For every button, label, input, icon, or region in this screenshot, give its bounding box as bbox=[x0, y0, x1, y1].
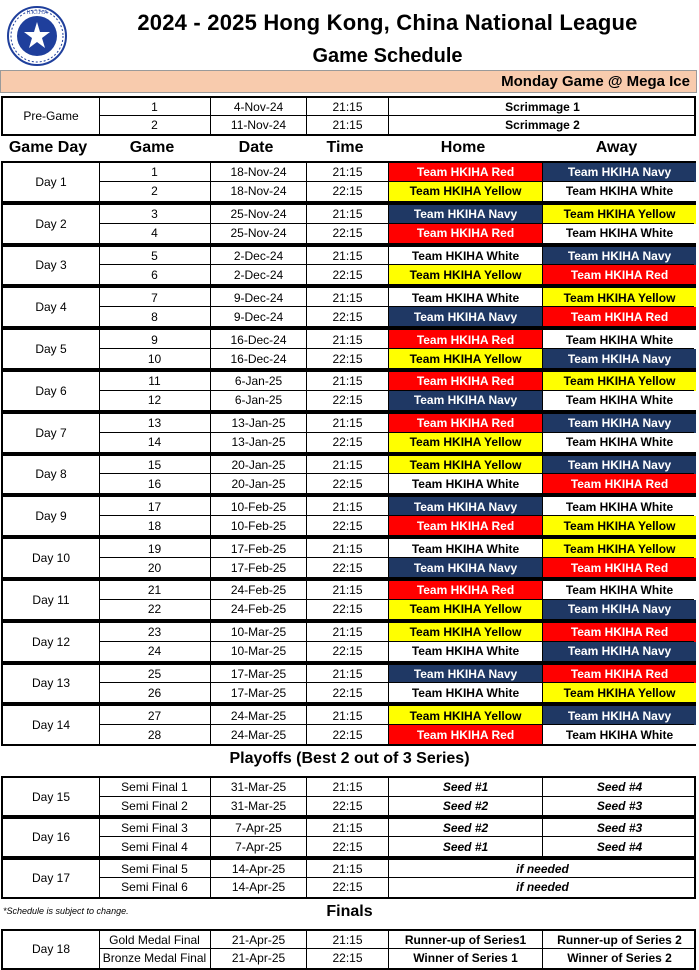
table-row bbox=[3, 247, 694, 266]
game-cell: 9 bbox=[99, 330, 211, 349]
game-cell: 19 bbox=[99, 539, 211, 558]
game-cell: 27 bbox=[99, 706, 211, 725]
game-cell: 16 bbox=[99, 474, 211, 493]
table-row bbox=[3, 539, 694, 558]
time-cell: 21:15 bbox=[307, 539, 389, 558]
day-block bbox=[1, 161, 696, 203]
date-cell: 31-Mar-25 bbox=[211, 797, 307, 815]
event-cell: Scrimmage 1 bbox=[505, 100, 580, 114]
date-cell: 7-Apr-25 bbox=[211, 819, 307, 837]
table-row bbox=[3, 581, 694, 600]
away-team-cell: Team HKIHA Yellow bbox=[543, 516, 696, 535]
day-label: Day 2 bbox=[3, 205, 100, 243]
game-cell: Semi Final 5 bbox=[99, 860, 211, 878]
table-row bbox=[3, 600, 694, 619]
game-cell: 2 bbox=[99, 116, 211, 134]
page-title: 2024 - 2025 Hong Kong, China National League bbox=[137, 10, 638, 35]
game-cell: 8 bbox=[99, 307, 211, 326]
time-cell: 22:15 bbox=[307, 642, 389, 661]
home-team-cell: Team HKIHA Red bbox=[389, 224, 543, 243]
home-team-cell: Team HKIHA Navy bbox=[389, 497, 543, 516]
game-cell: 3 bbox=[99, 205, 211, 224]
away-team-cell: Team HKIHA White bbox=[543, 433, 696, 452]
home-team-cell: Team HKIHA Yellow bbox=[389, 623, 543, 642]
day-block bbox=[1, 245, 696, 287]
home-team-cell: Team HKIHA Yellow bbox=[389, 182, 543, 201]
time-cell: 22:15 bbox=[307, 391, 389, 410]
time-cell: 21:15 bbox=[307, 247, 389, 266]
table-row bbox=[3, 98, 694, 116]
away-team-cell: Team HKIHA White bbox=[543, 725, 696, 744]
table-row bbox=[3, 265, 694, 284]
away-team-cell: Team HKIHA White bbox=[543, 224, 696, 243]
away-team-cell: Team HKIHA White bbox=[543, 497, 696, 516]
date-cell: 2-Dec-24 bbox=[211, 265, 307, 284]
home-team-cell: Team HKIHA Navy bbox=[389, 205, 543, 224]
day-block bbox=[1, 96, 696, 136]
date-cell: 31-Mar-25 bbox=[211, 778, 307, 796]
day-label: Day 6 bbox=[3, 372, 100, 410]
time-cell: 22:15 bbox=[307, 878, 389, 896]
game-cell: 21 bbox=[99, 581, 211, 600]
day-label: Day 11 bbox=[3, 581, 100, 619]
home-team-cell: Team HKIHA White bbox=[389, 247, 543, 266]
day-block bbox=[1, 537, 696, 579]
game-cell: 25 bbox=[99, 665, 211, 684]
date-cell: 24-Mar-25 bbox=[211, 725, 307, 744]
table-row bbox=[3, 819, 694, 837]
date-cell: 13-Jan-25 bbox=[211, 414, 307, 433]
table-row bbox=[3, 516, 694, 535]
home-team-cell: Team HKIHA Red bbox=[389, 414, 543, 433]
table-row bbox=[3, 433, 694, 452]
day-block bbox=[1, 776, 696, 817]
date-cell: 25-Nov-24 bbox=[211, 205, 307, 224]
day-block bbox=[1, 286, 696, 328]
hkiha-logo bbox=[6, 5, 68, 67]
day-label: Day 14 bbox=[3, 706, 100, 744]
away-team-cell: Winner of Series 2 bbox=[567, 951, 672, 966]
home-team-cell: Team HKIHA Navy bbox=[389, 665, 543, 684]
game-cell: Semi Final 3 bbox=[99, 819, 211, 837]
date-cell: 10-Feb-25 bbox=[211, 516, 307, 535]
table-row bbox=[3, 391, 694, 410]
game-cell: 6 bbox=[99, 265, 211, 284]
note-cell: if needed bbox=[516, 861, 569, 876]
game-cell: 20 bbox=[99, 558, 211, 577]
date-cell: 17-Feb-25 bbox=[211, 539, 307, 558]
home-team-cell: Team HKIHA Navy bbox=[389, 558, 543, 577]
time-cell: 21:15 bbox=[307, 116, 389, 134]
time-cell: 22:15 bbox=[307, 182, 389, 201]
time-cell: 21:15 bbox=[307, 860, 389, 878]
day-label: Day 3 bbox=[3, 247, 100, 285]
day-label: Day 7 bbox=[3, 414, 100, 452]
game-cell: 17 bbox=[99, 497, 211, 516]
time-cell: 22:15 bbox=[307, 307, 389, 326]
date-cell: 11-Nov-24 bbox=[211, 116, 307, 134]
date-cell: 14-Apr-25 bbox=[211, 860, 307, 878]
home-team-cell: Team HKIHA Navy bbox=[389, 391, 543, 410]
date-cell: 17-Mar-25 bbox=[211, 665, 307, 684]
away-team-cell: Team HKIHA Yellow bbox=[543, 539, 696, 558]
time-cell: 22:15 bbox=[307, 558, 389, 577]
game-cell: Gold Medal Final bbox=[99, 931, 211, 950]
time-cell: 21:15 bbox=[307, 706, 389, 725]
home-team-cell: Winner of Series 1 bbox=[389, 949, 543, 968]
table-row bbox=[3, 349, 694, 368]
time-cell: 22:15 bbox=[307, 265, 389, 284]
date-cell: 9-Dec-24 bbox=[211, 307, 307, 326]
game-cell: 1 bbox=[99, 98, 211, 116]
day-block bbox=[1, 328, 696, 370]
venue-banner: Monday Game @ Mega Ice bbox=[0, 70, 697, 93]
home-team-cell: Team HKIHA Yellow bbox=[389, 433, 543, 452]
day-block bbox=[1, 663, 696, 705]
day-block bbox=[1, 858, 696, 899]
home-team-cell: Seed #2 bbox=[389, 797, 543, 815]
day-label: Day 13 bbox=[3, 665, 100, 703]
home-team-cell: Team HKIHA Yellow bbox=[389, 265, 543, 284]
away-team-cell: Seed #3 bbox=[596, 821, 643, 836]
away-team-cell: Team HKIHA Yellow bbox=[543, 372, 696, 391]
home-team-cell: Team HKIHA Red bbox=[389, 372, 543, 391]
away-team-cell: Team HKIHA Red bbox=[543, 474, 696, 493]
home-team-cell: Seed #2 bbox=[389, 819, 543, 837]
table-row bbox=[3, 474, 694, 493]
finals-heading: Finals bbox=[326, 902, 373, 920]
table-row bbox=[3, 414, 694, 433]
date-cell: 21-Apr-25 bbox=[211, 931, 307, 950]
home-team-cell: Team HKIHA Red bbox=[389, 330, 543, 349]
away-team-cell: Runner-up of Series 2 bbox=[557, 932, 682, 947]
time-cell: 22:15 bbox=[307, 224, 389, 243]
game-cell: 1 bbox=[99, 163, 211, 182]
date-cell: 20-Jan-25 bbox=[211, 456, 307, 475]
game-cell: 26 bbox=[99, 683, 211, 702]
date-cell: 18-Nov-24 bbox=[211, 182, 307, 201]
table-row bbox=[3, 497, 694, 516]
day-label: Day 12 bbox=[3, 623, 100, 661]
table-row bbox=[3, 288, 694, 307]
away-team-cell: Seed #4 bbox=[596, 780, 643, 795]
game-cell: Semi Final 6 bbox=[99, 878, 211, 896]
table-row bbox=[3, 182, 694, 201]
time-cell: 22:15 bbox=[307, 949, 389, 968]
game-cell: 22 bbox=[99, 600, 211, 619]
day-label: Day 5 bbox=[3, 330, 100, 368]
day-label: Day 17 bbox=[3, 860, 100, 897]
table-row bbox=[3, 797, 694, 815]
game-cell: 10 bbox=[99, 349, 211, 368]
home-team-cell: Seed #1 bbox=[389, 837, 543, 855]
table-row bbox=[3, 330, 694, 349]
svg-text:H.K.I.H.A: H.K.I.H.A bbox=[26, 10, 48, 16]
date-cell: 18-Nov-24 bbox=[211, 163, 307, 182]
table-row bbox=[3, 163, 694, 182]
game-cell: 13 bbox=[99, 414, 211, 433]
time-cell: 21:15 bbox=[307, 163, 389, 182]
table-row bbox=[3, 665, 694, 684]
date-cell: 7-Apr-25 bbox=[211, 837, 307, 855]
header-game-day: Game Day bbox=[8, 139, 88, 156]
away-team-cell: Team HKIHA Navy bbox=[543, 456, 696, 475]
table-row bbox=[3, 558, 694, 577]
away-team-cell: Seed #3 bbox=[596, 798, 643, 813]
game-cell: 12 bbox=[99, 391, 211, 410]
home-team-cell: Team HKIHA Red bbox=[389, 725, 543, 744]
home-team-cell: Team HKIHA White bbox=[389, 288, 543, 307]
game-cell: Semi Final 2 bbox=[99, 797, 211, 815]
table-row bbox=[3, 683, 694, 702]
time-cell: 21:15 bbox=[307, 330, 389, 349]
time-cell: 21:15 bbox=[307, 98, 389, 116]
date-cell: 10-Feb-25 bbox=[211, 497, 307, 516]
day-block bbox=[1, 704, 696, 746]
date-cell: 16-Dec-24 bbox=[211, 349, 307, 368]
time-cell: 21:15 bbox=[307, 288, 389, 307]
time-cell: 21:15 bbox=[307, 778, 389, 796]
header-date: Date bbox=[238, 139, 274, 156]
table-row bbox=[3, 456, 694, 475]
time-cell: 22:15 bbox=[307, 683, 389, 702]
game-cell: 5 bbox=[99, 247, 211, 266]
footnote: *Schedule is subject to change. bbox=[3, 906, 129, 916]
table-row bbox=[3, 778, 694, 796]
away-team-cell: Team HKIHA White bbox=[543, 391, 696, 410]
day-label: Day 18 bbox=[3, 931, 100, 968]
game-cell: 18 bbox=[99, 516, 211, 535]
away-team-cell: Team HKIHA Navy bbox=[543, 414, 696, 433]
date-cell: 6-Jan-25 bbox=[211, 372, 307, 391]
away-team-cell: Team HKIHA Yellow bbox=[543, 683, 696, 702]
day-label: Day 1 bbox=[3, 163, 100, 201]
away-team-cell: Team HKIHA Yellow bbox=[543, 205, 696, 224]
away-team-cell: Team HKIHA Red bbox=[543, 665, 696, 684]
day-label: Day 10 bbox=[3, 539, 100, 577]
table-row bbox=[3, 706, 694, 725]
date-cell: 10-Mar-25 bbox=[211, 623, 307, 642]
time-cell: 21:15 bbox=[307, 819, 389, 837]
away-team-cell: Team HKIHA Navy bbox=[543, 349, 696, 368]
table-row bbox=[3, 642, 694, 661]
table-row bbox=[3, 878, 694, 896]
time-cell: 21:15 bbox=[307, 497, 389, 516]
day-label: Day 8 bbox=[3, 456, 100, 494]
away-team-cell: Team HKIHA White bbox=[543, 182, 696, 201]
away-team-cell: Team HKIHA Red bbox=[543, 265, 696, 284]
date-cell: 24-Mar-25 bbox=[211, 706, 307, 725]
date-cell: 10-Mar-25 bbox=[211, 642, 307, 661]
away-team-cell: Team HKIHA White bbox=[543, 581, 696, 600]
day-block bbox=[1, 203, 696, 245]
away-team-cell: Team HKIHA Navy bbox=[543, 706, 696, 725]
home-team-cell: Team HKIHA White bbox=[389, 683, 543, 702]
table-row bbox=[3, 860, 694, 878]
date-cell: 17-Feb-25 bbox=[211, 558, 307, 577]
day-label: Day 4 bbox=[3, 288, 100, 326]
game-cell: 7 bbox=[99, 288, 211, 307]
day-block bbox=[1, 621, 696, 663]
home-team-cell: Seed #1 bbox=[389, 778, 543, 796]
day-block bbox=[1, 495, 696, 537]
game-cell: Semi Final 1 bbox=[99, 778, 211, 796]
time-cell: 22:15 bbox=[307, 349, 389, 368]
game-cell: 4 bbox=[99, 224, 211, 243]
date-cell: 6-Jan-25 bbox=[211, 391, 307, 410]
date-cell: 21-Apr-25 bbox=[211, 949, 307, 968]
time-cell: 22:15 bbox=[307, 837, 389, 855]
home-team-cell: Team HKIHA Yellow bbox=[389, 600, 543, 619]
date-cell: 17-Mar-25 bbox=[211, 683, 307, 702]
column-headers bbox=[0, 139, 699, 161]
table-row bbox=[3, 372, 694, 391]
home-team-cell: Team HKIHA White bbox=[389, 474, 543, 493]
away-team-cell: Team HKIHA Navy bbox=[543, 247, 696, 266]
game-cell: 28 bbox=[99, 725, 211, 744]
home-team-cell: Team HKIHA White bbox=[389, 539, 543, 558]
home-team-cell: Team HKIHA Red bbox=[389, 163, 543, 182]
away-team-cell: Team HKIHA Red bbox=[543, 307, 696, 326]
game-cell: Bronze Medal Final bbox=[99, 949, 211, 968]
table-row bbox=[3, 116, 694, 134]
time-cell: 21:15 bbox=[307, 456, 389, 475]
home-team-cell: Team HKIHA Navy bbox=[389, 307, 543, 326]
header-game: Game bbox=[129, 139, 175, 156]
table-row bbox=[3, 623, 694, 642]
away-team-cell: Team HKIHA Navy bbox=[543, 163, 696, 182]
home-team-cell: Team HKIHA Red bbox=[389, 516, 543, 535]
table-row bbox=[3, 837, 694, 855]
game-cell: 23 bbox=[99, 623, 211, 642]
day-block bbox=[1, 454, 696, 496]
table-row bbox=[3, 931, 694, 950]
time-cell: 21:15 bbox=[307, 372, 389, 391]
time-cell: 22:15 bbox=[307, 797, 389, 815]
header-away: Away bbox=[595, 139, 638, 156]
table-row bbox=[3, 307, 694, 326]
time-cell: 22:15 bbox=[307, 433, 389, 452]
date-cell: 25-Nov-24 bbox=[211, 224, 307, 243]
date-cell: 4-Nov-24 bbox=[211, 98, 307, 116]
away-team-cell: Team HKIHA Yellow bbox=[543, 288, 696, 307]
day-label: Day 9 bbox=[3, 497, 100, 535]
playoffs-heading: Playoffs (Best 2 out of 3 Series) bbox=[229, 750, 470, 768]
day-block bbox=[1, 929, 696, 970]
game-cell: 11 bbox=[99, 372, 211, 391]
page-subtitle: Game Schedule bbox=[312, 45, 463, 67]
date-cell: 13-Jan-25 bbox=[211, 433, 307, 452]
home-team-cell: Runner-up of Series1 bbox=[389, 931, 543, 950]
away-team-cell: Seed #4 bbox=[596, 839, 643, 854]
game-cell: 2 bbox=[99, 182, 211, 201]
away-team-cell: Team HKIHA Navy bbox=[543, 600, 696, 619]
home-team-cell: Team HKIHA White bbox=[389, 642, 543, 661]
day-label: Pre-Game bbox=[3, 98, 100, 134]
away-team-cell: Team HKIHA Navy bbox=[543, 642, 696, 661]
day-block bbox=[1, 370, 696, 412]
home-team-cell: Team HKIHA Yellow bbox=[389, 456, 543, 475]
game-cell: Semi Final 4 bbox=[99, 837, 211, 855]
date-cell: 2-Dec-24 bbox=[211, 247, 307, 266]
day-block bbox=[1, 412, 696, 454]
day-block bbox=[1, 817, 696, 858]
game-cell: 15 bbox=[99, 456, 211, 475]
game-cell: 14 bbox=[99, 433, 211, 452]
table-row bbox=[3, 949, 694, 968]
day-label: Day 16 bbox=[3, 819, 100, 856]
time-cell: 21:15 bbox=[307, 581, 389, 600]
time-cell: 22:15 bbox=[307, 725, 389, 744]
header-home: Home bbox=[440, 139, 486, 156]
date-cell: 24-Feb-25 bbox=[211, 600, 307, 619]
table-row bbox=[3, 205, 694, 224]
home-team-cell: Team HKIHA Yellow bbox=[389, 349, 543, 368]
time-cell: 22:15 bbox=[307, 516, 389, 535]
time-cell: 22:15 bbox=[307, 600, 389, 619]
time-cell: 21:15 bbox=[307, 414, 389, 433]
time-cell: 21:15 bbox=[307, 205, 389, 224]
away-team-cell: Team HKIHA Red bbox=[543, 623, 696, 642]
day-label: Day 15 bbox=[3, 778, 100, 815]
day-block bbox=[1, 579, 696, 621]
away-team-cell: Team HKIHA Red bbox=[543, 558, 696, 577]
event-cell: Scrimmage 2 bbox=[505, 118, 580, 132]
home-team-cell: Team HKIHA Yellow bbox=[389, 706, 543, 725]
time-cell: 21:15 bbox=[307, 665, 389, 684]
table-row bbox=[3, 224, 694, 243]
table-row bbox=[3, 725, 694, 744]
time-cell: 22:15 bbox=[307, 474, 389, 493]
date-cell: 20-Jan-25 bbox=[211, 474, 307, 493]
date-cell: 9-Dec-24 bbox=[211, 288, 307, 307]
date-cell: 24-Feb-25 bbox=[211, 581, 307, 600]
header-time: Time bbox=[326, 139, 364, 156]
date-cell: 14-Apr-25 bbox=[211, 878, 307, 896]
game-cell: 24 bbox=[99, 642, 211, 661]
date-cell: 16-Dec-24 bbox=[211, 330, 307, 349]
time-cell: 21:15 bbox=[307, 931, 389, 950]
time-cell: 21:15 bbox=[307, 623, 389, 642]
note-cell: if needed bbox=[516, 880, 569, 895]
away-team-cell: Team HKIHA White bbox=[543, 330, 696, 349]
home-team-cell: Team HKIHA Red bbox=[389, 581, 543, 600]
